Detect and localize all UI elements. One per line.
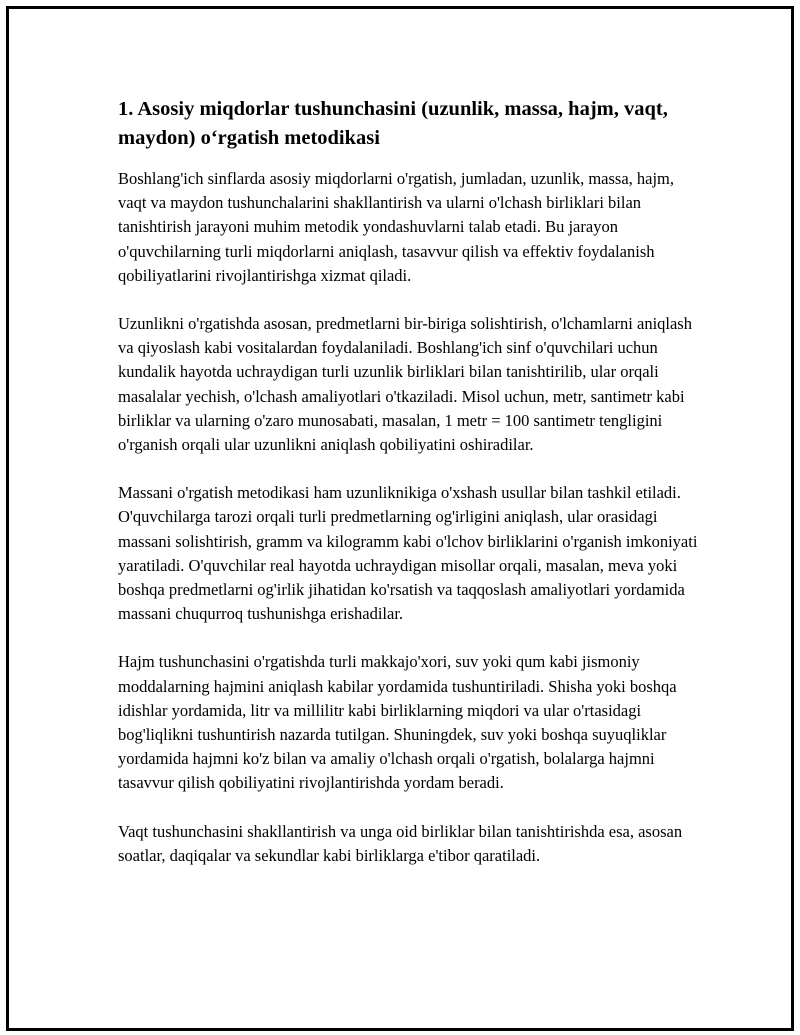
paragraph-length: Uzunlikni o'rgatishda asosan, predmetlarni bir-biriga solishtirish, o'lchamlarni aniqlash va qiyoslash kabi vositalardan foydalaniladi. Boshlang'ich sinf o'quvchilari uchun kundalik hayotda uchraydigan turli uzunlik birliklari bilan tanishtirilib, ular orqali masalalar yechish, o'lchash amaliyotlari o'tkaziladi. Misol uchun, metr, santimetr kabi birliklar va ularning o'zaro munosabati, masalan, 1 metr = 100 santimetr tengligini o'rganish orqali ular uzunlikni aniqlash qobiliyatini oshiradilar. <box>118 314 692 455</box>
paragraph-intro: Boshlang'ich sinflarda asosiy miqdorlarni o'rgatish, jumladan, uzunlik, massa, hajm, vaqt va maydon tushunchalarini shakllantirish va ularni o'lchash birliklari bilan tanishtirish jarayoni muhim metodik yondashuvlarni talab etadi. Bu jarayon o'quvchilarning turli miqdorlarni aniqlash, tasavvur qilish va effektiv foydalanish qobiliyatlarini rivojlantirishga xizmat qiladi. <box>118 169 675 285</box>
section-heading: 1. Asosiy miqdorlar tushunchasini (uzunlik, massa, hajm, vaqt, maydon) o‘rgatish metodikasi <box>118 98 668 149</box>
paragraph-mass: Massani o'rgatish metodikasi ham uzunliknikiga o'xshash usullar bilan tashkil etiladi. O'quvchilarga tarozi orqali turli predmetlarning og'irligini aniqlash, ular orasidagi massani solishtirish, gramm va kilogramm kabi o'lchov birliklarini o'rganish imkoniyati yaratiladi. O'quvchilar real hayotda uchraydigan misollar orqali, masalan, meva yoki boshqa predmetlarni og'irlik jihatidan ko'rsatish va taqqoslash amaliyotlari yordamida massani chuqurroq tushunishga erishadilar. <box>118 483 698 624</box>
document-body <box>118 95 703 892</box>
paragraph-volume: Hajm tushunchasini o'rgatishda turli makkajo'xori, suv yoki qum kabi jismoniy moddalarning hajmini aniqlash kabilar yordamida tushuntiriladi. Shisha yoki boshqa idishlar yordamida, litr va millilitr kabi birliklarning miqdori va ular o'rtasidagi bog'liqlikni tushuntirish nazarda tutilgan. Shuningdek, suv yoki boshqa suyuqliklar yordamida hajmni ko'z bilan va amaliy o'lchash orqali o'rgatish, bolalarga hajmni tasavvur qilish qobiliyatini rivojlantirishda yordam beradi. <box>118 652 677 793</box>
paragraph-time: Vaqt tushunchasini shakllantirish va unga oid birliklar bilan tanishtirishda esa, asosan soatlar, daqiqalar va sekundlar kabi birliklarga e'tibor qaratiladi. <box>118 821 683 865</box>
